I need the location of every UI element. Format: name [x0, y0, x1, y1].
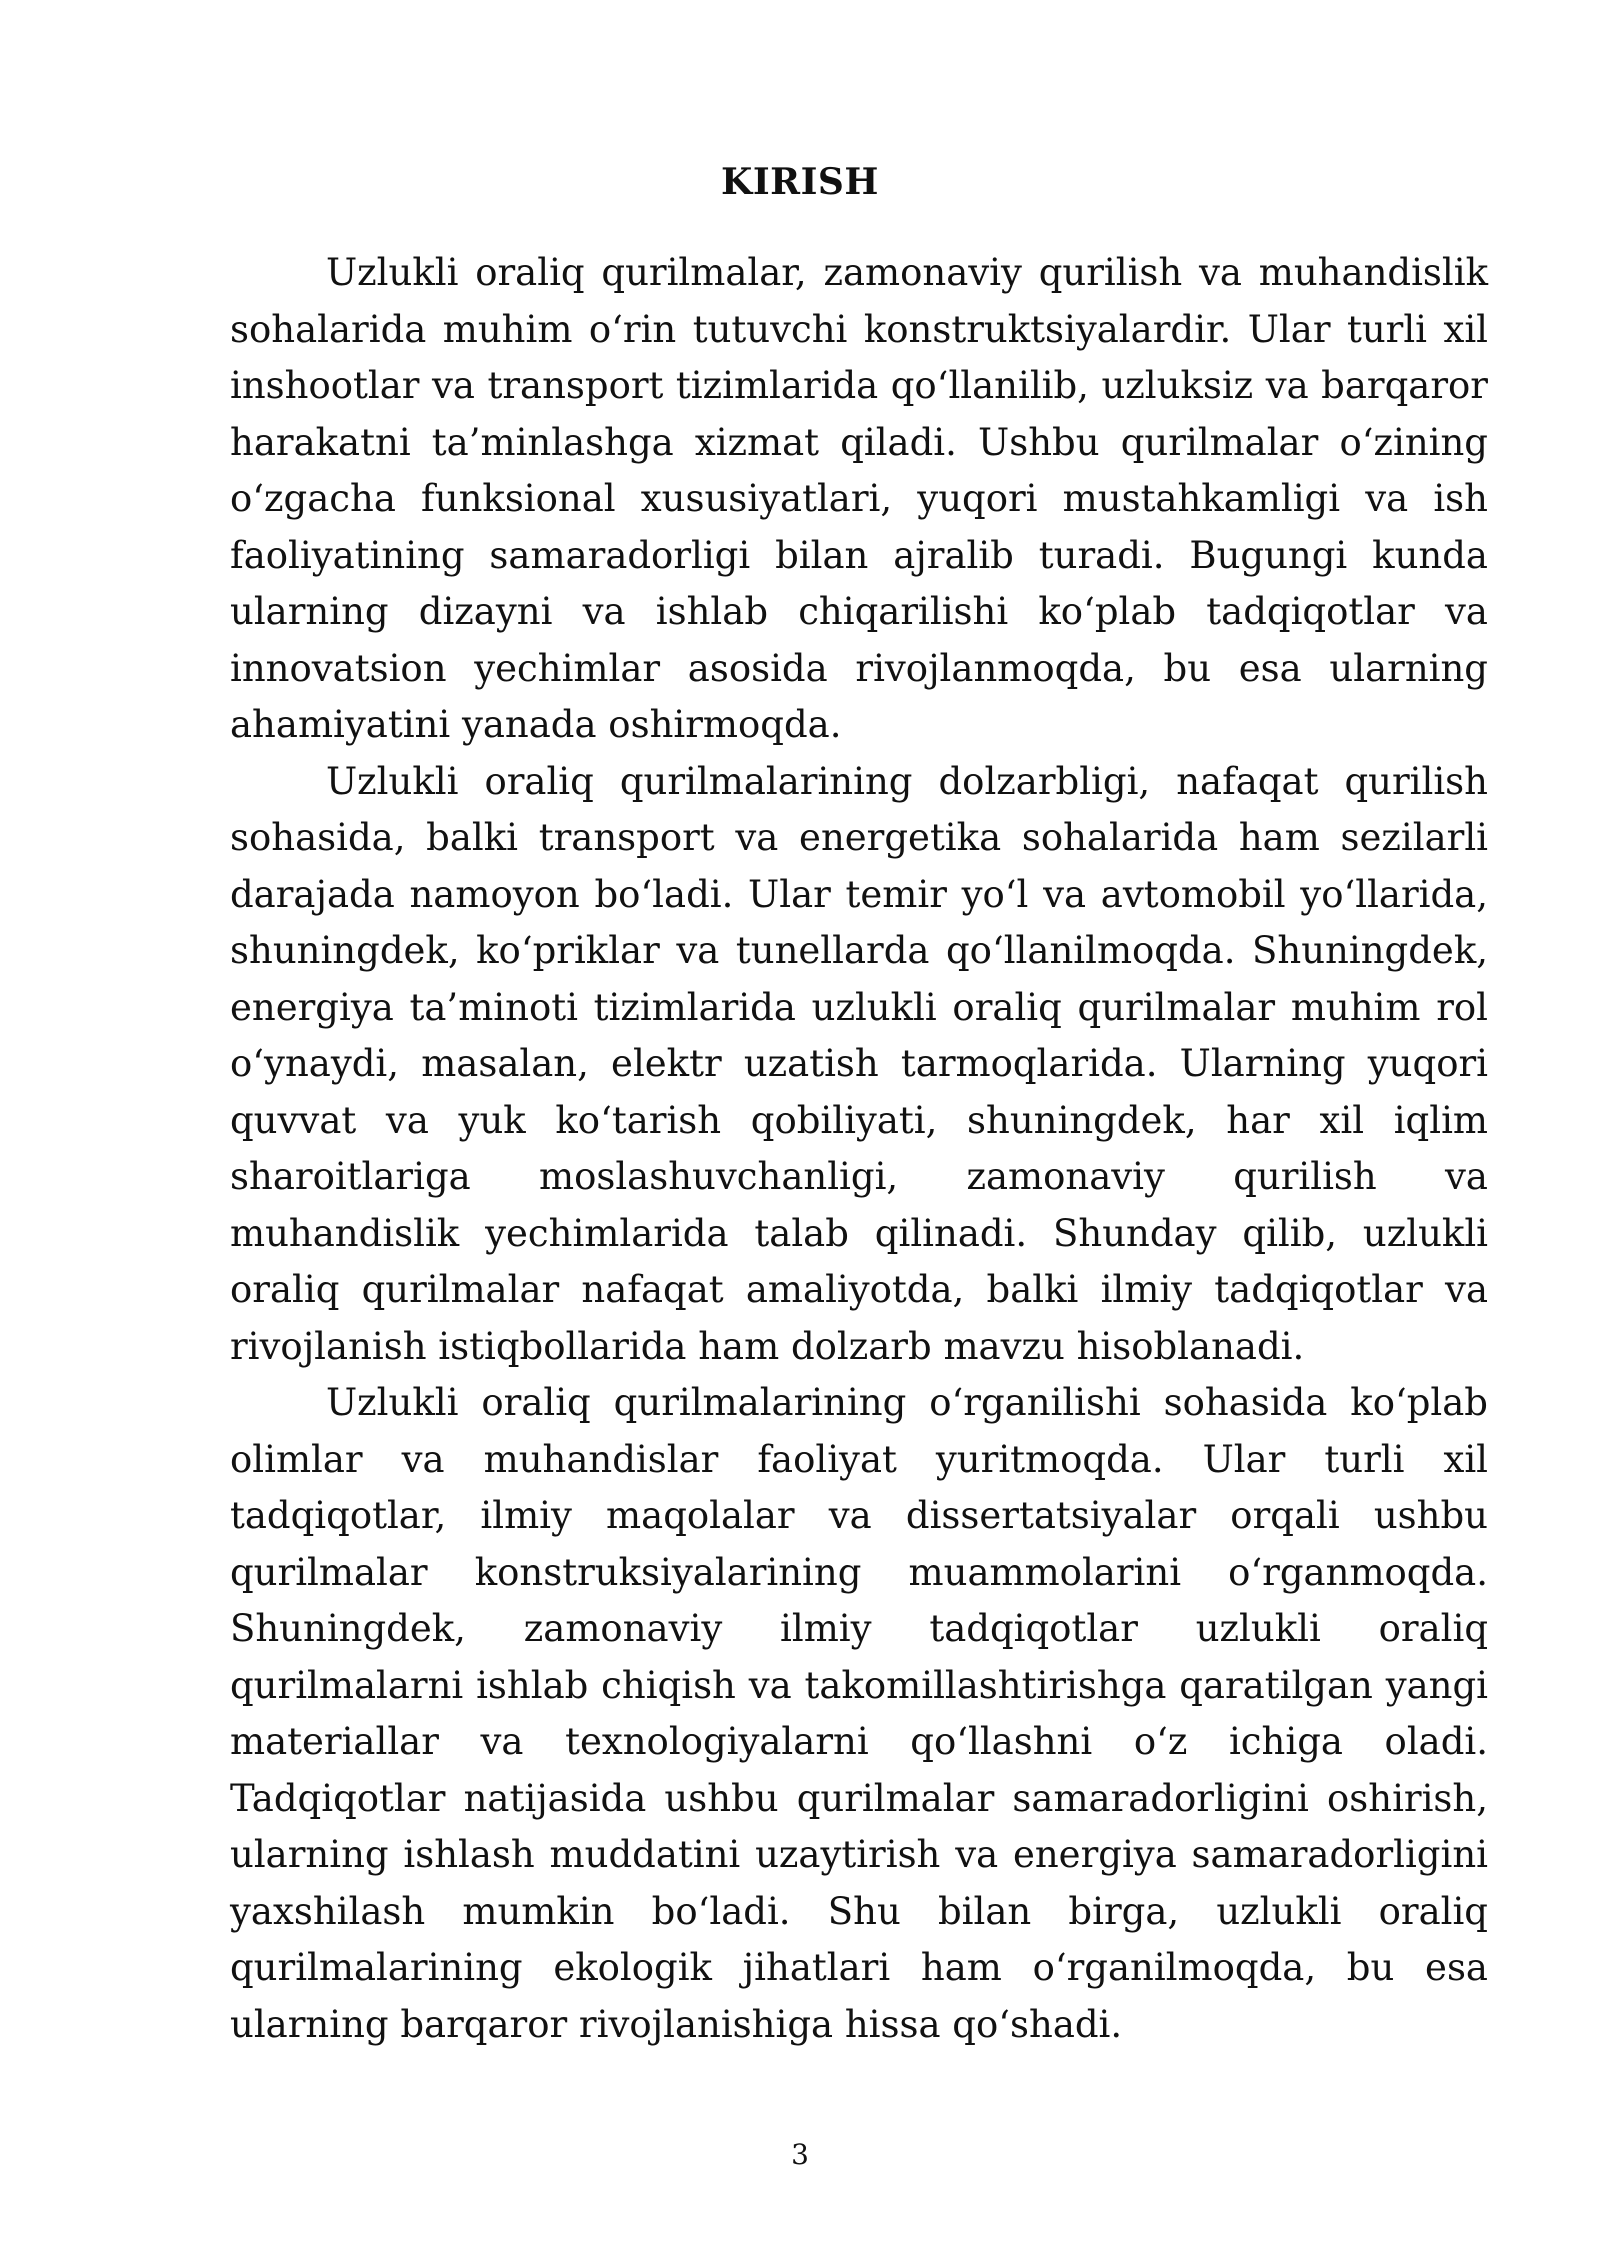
- body-text: [230, 245, 1488, 2053]
- paragraph-2: Uzlukli oraliq qurilmalarining dolzarbligi, nafaqat qurilish sohasida, balki transport va energetika sohalarida ham sezilarli darajada namoyon bo‘ladi. Ular temir yo‘l va avtomobil yo‘llarida, shuningdek, ko‘priklar va tunellarda qo‘llanilmoqda. Shuningdek, energiya ta’minoti tizimlarida uzlukli oraliq qurilmalar muhim rol o‘ynaydi, masalan, elektr uzatish tarmoqlarida. Ularning yuqori quvvat va yuk ko‘tarish qobiliyati, shuningdek, har xil iqlim sharoitlariga moslashuvchanligi, zamonaviy qurilish va muhandislik yechimlarida talab qilinadi. Shunday qilib, uzlukli oraliq qurilmalar nafaqat amaliyotda, balki ilmiy tadqiqotlar va rivojlanish istiqbollarida ham dolzarb mavzu hisoblanadi.: [230, 759, 1488, 1368]
- paragraph-3: Uzlukli oraliq qurilmalarining o‘rganilishi sohasida ko‘plab olimlar va muhandislar faoliyat yuritmoqda. Ular turli xil tadqiqotlar, ilmiy maqolalar va dissertatsiyalar orqali ushbu qurilmalar konstruksiyalarining muammolarini o‘rganmoqda. Shuningdek, zamonaviy ilmiy tadqiqotlar uzlukli oraliq qurilmalarni ishlab chiqish va takomillashtirishga qaratilgan yangi materiallar va texnologiyalarni qo‘llashni o‘z ichiga oladi. Tadqiqotlar natijasida ushbu qurilmalar samaradorligini oshirish, ularning ishlash muddatini uzaytirish va energiya samaradorligini yaxshilash mumkin bo‘ladi. Shu bilan birga, uzlukli oraliq qurilmalarining ekologik jihatlari ham o‘rganilmoqda, bu esa ularning barqaror rivojlanishiga hissa qo‘shadi.: [230, 1381, 1488, 2046]
- paragraph-1: Uzlukli oraliq qurilmalar, zamonaviy qurilish va muhandislik sohalarida muhim o‘rin tutuvchi konstruktsiyalardir. Ular turli xil inshootlar va transport tizimlarida qo‘llanilib, uzluksiz va barqaror harakatni ta’minlashga xizmat qiladi. Ushbu qurilmalar o‘zining o‘zgacha funksional xususiyatlari, yuqori mustahkamligi va ish faoliyatining samaradorligi bilan ajralib turadi. Bugungi kunda ularning dizayni va ishlab chiqarilishi ko‘plab tadqiqotlar va innovatsion yechimlar asosida rivojlanmoqda, bu esa ularning ahamiyatini yanada oshirmoqda.: [230, 251, 1488, 746]
- page-number: 3: [791, 2138, 809, 2171]
- page-title: KIRISH: [721, 161, 879, 203]
